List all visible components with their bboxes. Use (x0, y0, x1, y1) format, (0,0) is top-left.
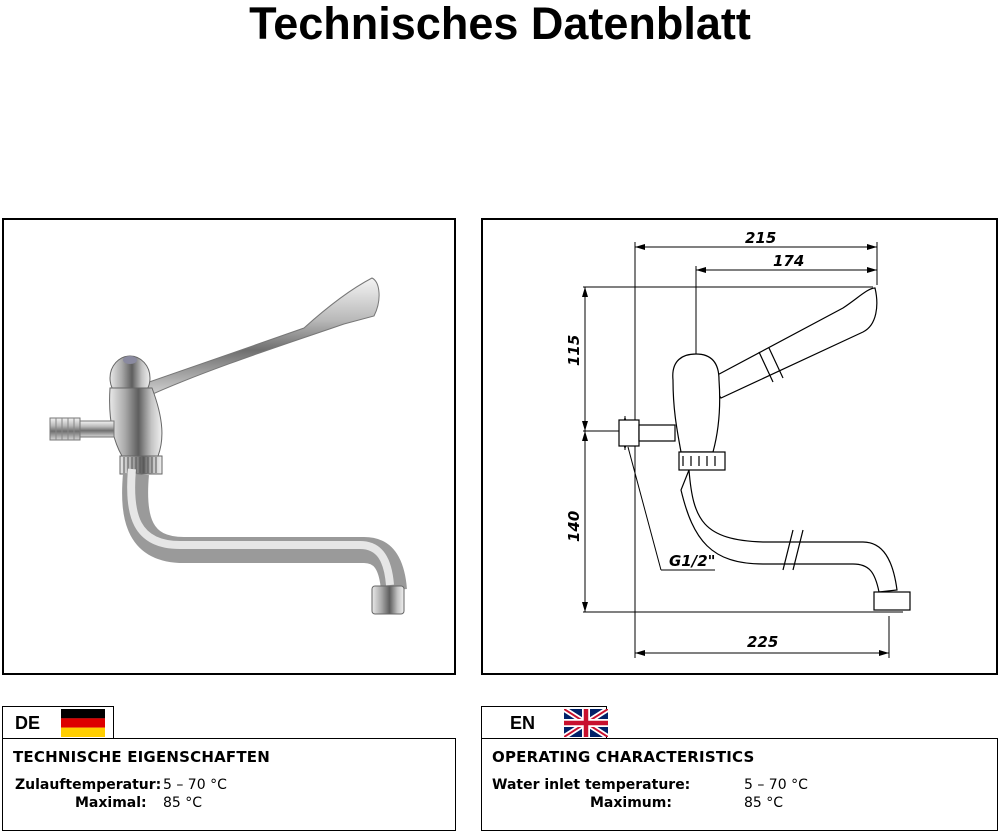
dimension-215: 215 (745, 229, 777, 247)
page-title: Technisches Datenblatt (249, 0, 751, 49)
lang-tag-de (2, 706, 114, 740)
inlet-temp-label-en: Water inlet temperature: (492, 777, 691, 793)
lang-code-en: EN (510, 713, 536, 733)
inlet-temp-value-en: 5 – 70 °C (744, 777, 808, 793)
dimension-225: 225 (747, 633, 779, 651)
product-photo-panel (2, 218, 456, 675)
max-temp-label-de: Maximal: (75, 795, 147, 811)
max-temp-value-en: 85 °C (744, 795, 784, 811)
lang-code-de: DE (15, 713, 41, 733)
max-temp-label-en: Maximum: (590, 795, 672, 811)
uk-flag-icon (564, 709, 608, 737)
characteristics-en (481, 738, 998, 831)
characteristics-de (2, 738, 456, 831)
characteristics-heading-en: OPERATING CHARACTERISTICS (492, 748, 755, 766)
technical-drawing-panel (481, 218, 998, 675)
faucet-photo (4, 220, 454, 673)
thread-label: G1/2" (669, 552, 716, 570)
characteristics-heading-de: TECHNISCHE EIGENSCHAFTEN (13, 748, 271, 766)
dimension-115: 115 (565, 334, 583, 366)
dimension-140: 140 (565, 510, 583, 542)
max-temp-value-de: 85 °C (163, 795, 203, 811)
faucet-technical-drawing (483, 220, 996, 673)
lang-tag-en (481, 706, 607, 740)
dimension-174: 174 (773, 252, 805, 270)
german-flag-icon (61, 709, 105, 737)
inlet-temp-value-de: 5 – 70 °C (163, 777, 227, 793)
inlet-temp-label-de: Zulauftemperatur: (15, 777, 162, 793)
